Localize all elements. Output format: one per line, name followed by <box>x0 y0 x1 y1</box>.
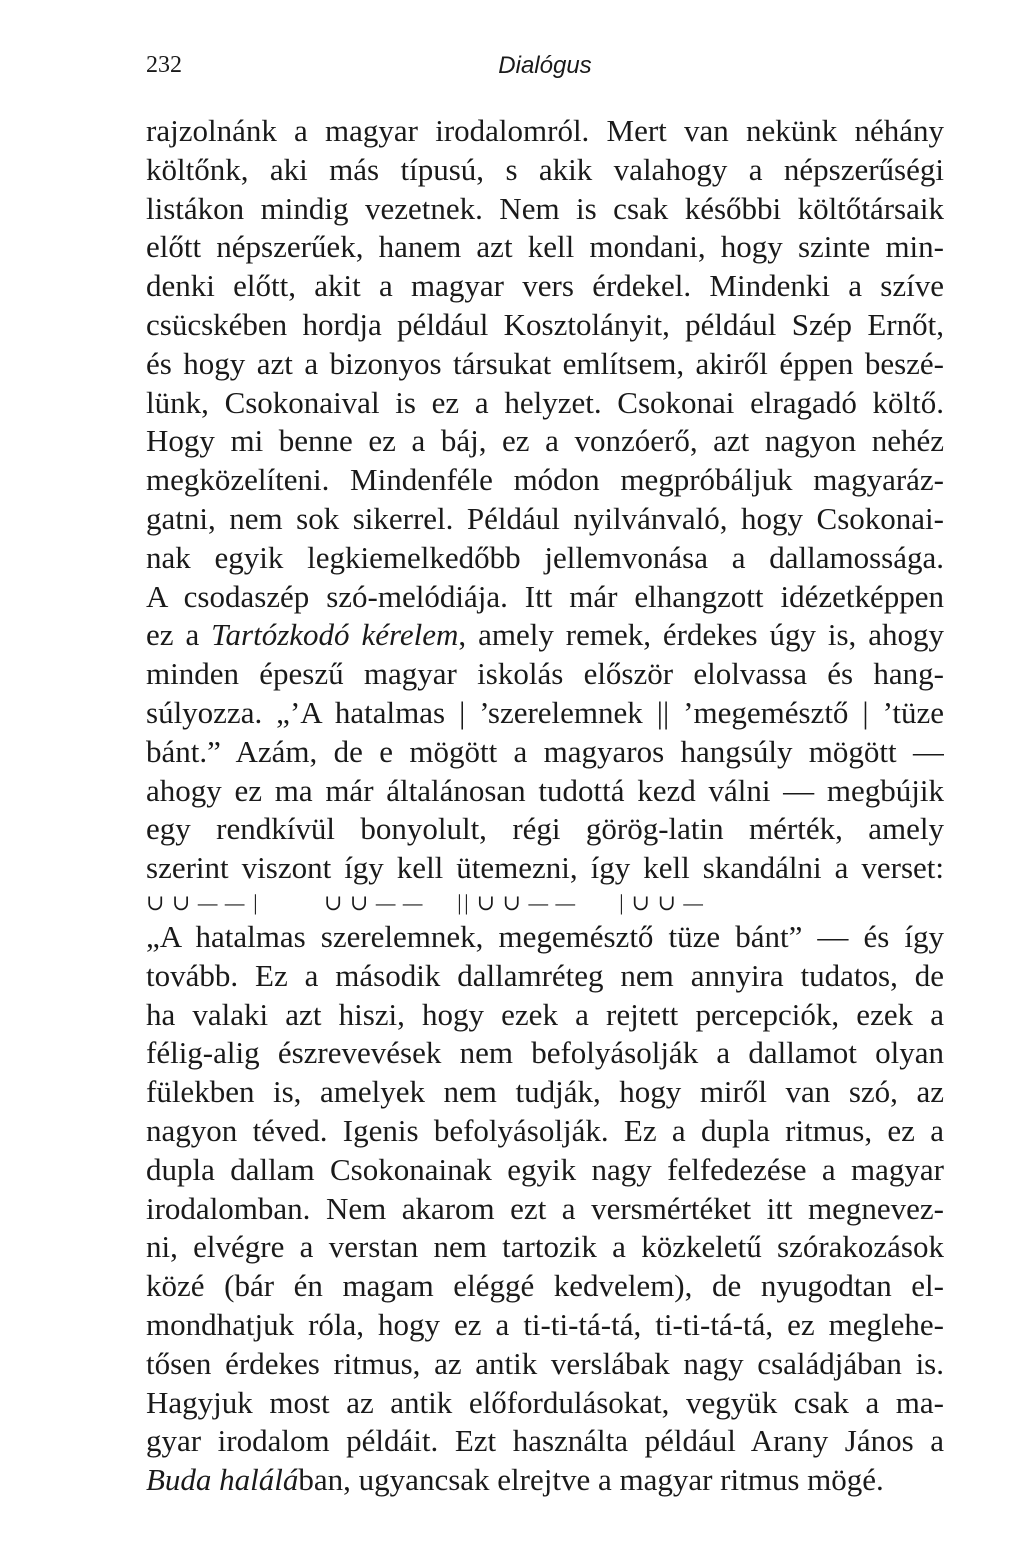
page-header <box>146 52 944 86</box>
poem-title: Tartózkodó kérelem <box>211 617 459 653</box>
text-line: megközelíteni. Mindenféle módon megpróbáljuk magyaráz- <box>146 462 944 498</box>
poem-title: Buda halálá <box>146 1462 299 1498</box>
text-line: gyar irodalom példáit. Ezt használta például Arany János a <box>146 1423 944 1459</box>
text-line: Hagyjuk most az antik előfordulásokat, vegyük csak a ma- <box>146 1384 944 1420</box>
text-line: közé (bár én magam eléggé kedvelem), de nyugodtan el- <box>146 1268 944 1304</box>
text-segment: ban, ugyancsak elrejtve a magyar ritmus mögé. <box>298 1462 884 1498</box>
text-line: tősen érdekes ritmus, az antik verslábak nagy családjában is. <box>146 1345 944 1381</box>
text-line: nak egyik legkiemelkedőbb jellemvonása a dallamossága. <box>146 539 944 575</box>
text-line: bánt.” Azám, de e mögött a magyaros hangsúly mögött — <box>146 733 944 769</box>
text-line: tovább. Ez a második dallamréteg nem annyira tudatos, de <box>146 957 944 993</box>
scansion-foot: | ∪ ∪ — <box>618 889 704 915</box>
scansion-foot: ∪ ∪ — — <box>324 889 424 915</box>
text-line: szerint viszont így kell ütemezni, így kell skandálni a verset: <box>146 850 944 886</box>
text-line: súlyozza. „’A hatalmas | ’szerelemnek || ’megemésztő | ’tüze <box>146 694 944 730</box>
scansion-foot: || ∪ ∪ — — <box>456 889 577 915</box>
text-line: és hogy azt a bizonyos társukat említsem, akiről éppen beszé- <box>146 345 944 381</box>
scansion-foot: ∪ ∪ — — | <box>146 889 260 915</box>
page-number: 232 <box>146 52 182 78</box>
text-line: gatni, nem sok sikerrel. Például nyilvánvaló, hogy Csokonai- <box>146 500 944 536</box>
text-segment: , amely remek, érdekes úgy is, ahogy <box>458 617 944 653</box>
text-line: ahogy ez ma már általánosan tudottá kezd válni — megbújik <box>146 772 944 808</box>
text-line: minden épeszű magyar iskolás először elolvassa és hang- <box>146 656 944 692</box>
text-line: listákon mindig vezetnek. Nem is csak későbbi költőtársaik <box>146 190 944 226</box>
running-title: Dialógus <box>498 52 592 79</box>
text-line: lünk, Csokonaival is ez a helyzet. Csokonai elragadó költő. <box>146 384 944 420</box>
text-line: költőnk, aki más típusú, s akik valahogy a népszerűségi <box>146 151 944 187</box>
text-line: fülekben is, amelyek nem tudják, hogy miről van szó, az <box>146 1074 944 1110</box>
text-line: félig-alig észrevevések nem befolyásolják a dallamot olyan <box>146 1035 944 1071</box>
text-line: Hogy mi benne ez a báj, ez a vonzóerő, azt nagyon nehéz <box>146 423 944 459</box>
text-line: egy rendkívül bonyolult, régi görög-latin mérték, amely <box>146 811 944 847</box>
text-line: ha valaki azt hiszi, hogy ezek a rejtett percepciók, ezek a <box>146 996 944 1032</box>
text-line: mondhatjuk róla, hogy ez a ti-ti-tá-tá, ti-ti-tá-tá, ez meglehe- <box>146 1306 944 1342</box>
text-line: ni, elvégre a verstan nem tartozik a közkeletű szórakozások <box>146 1229 944 1265</box>
text-line: rajzolnánk a magyar irodalomról. Mert van nekünk néhány <box>146 113 944 148</box>
text-line: denki előtt, akit a magyar vers érdekel. Mindenki a szíve <box>146 268 944 304</box>
text-line-with-title <box>146 616 944 655</box>
scansion-line <box>146 888 944 918</box>
text-line: dupla dallam Csokonainak egyik nagy felfedezése a magyar <box>146 1151 944 1187</box>
text-line: A csodaszép szó-melódiája. Itt már elhangzott idézetképpen <box>146 578 944 614</box>
text-line: nagyon téved. Igenis befolyásolják. Ez a dupla ritmus, ez a <box>146 1112 944 1148</box>
text-line: irodalomban. Nem akarom ezt a versmértéket itt megnevez- <box>146 1190 944 1226</box>
text-segment: ez a <box>146 617 212 653</box>
text-line-with-title <box>146 1461 944 1500</box>
text-line: előtt népszerűek, hanem azt kell mondani, hogy szinte min- <box>146 229 944 265</box>
body-text <box>146 112 944 1500</box>
text-line: „A hatalmas szerelemnek, megemésztő tüze bánt” — és így <box>146 918 944 954</box>
text-line: csücskében hordja például Kosztolányit, például Szép Ernőt, <box>146 306 944 342</box>
